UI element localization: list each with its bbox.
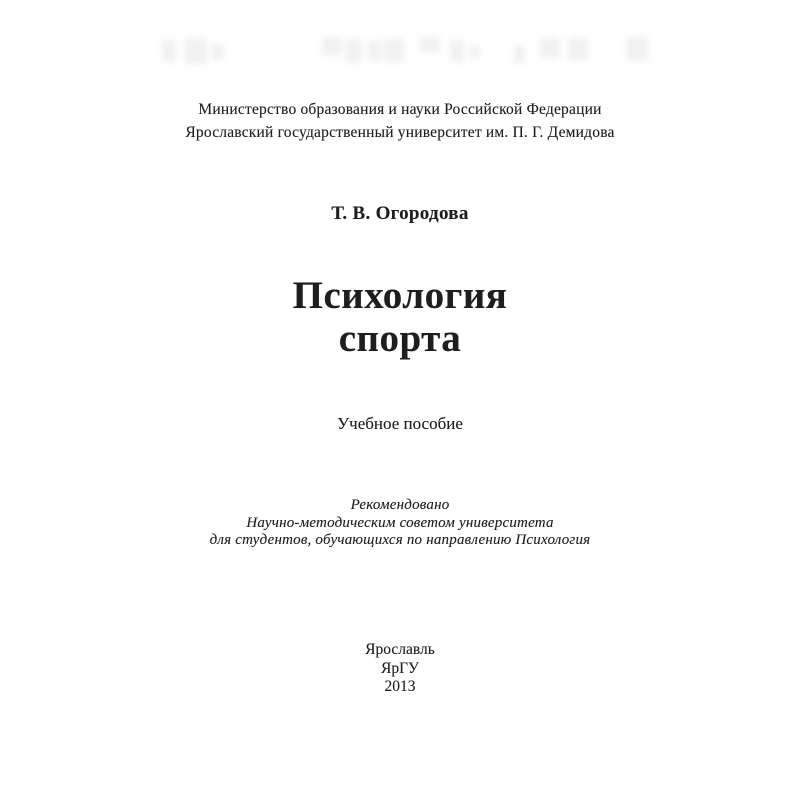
book-title [0, 274, 800, 360]
institution-header [0, 98, 800, 144]
university-line: Ярославский государственный университет им. П. Г. Демидова [185, 124, 615, 141]
imprint-year: 2013 [384, 678, 416, 695]
imprint [0, 641, 800, 697]
recommendation-note [0, 497, 800, 550]
book-title-line1: Психология [292, 274, 508, 317]
recommendation-line1: Рекомендовано [350, 497, 450, 513]
recommendation-line3: для студентов, обучающихся по направлению Психология [209, 532, 591, 548]
recommendation-line2: Научно-методическим советом университета [246, 514, 554, 531]
book-title-line2: спорта [338, 317, 462, 360]
author-name: Т. В. Огородова [331, 203, 469, 224]
book-subtitle: Учебное пособие [337, 414, 463, 433]
imprint-publisher: ЯрГУ [380, 659, 420, 677]
imprint-city: Ярославль [365, 641, 435, 658]
ministry-line: Министерство образования и науки Российской Федерации [198, 101, 602, 118]
blurred-watermark [0, 0, 800, 80]
